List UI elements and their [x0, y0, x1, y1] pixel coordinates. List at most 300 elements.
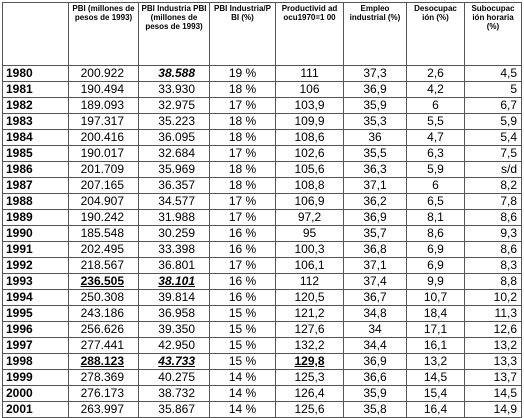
pbi-cell-value: 277.441: [80, 338, 124, 352]
pbi-cell: [69, 226, 139, 242]
empleo-cell-value: 34: [368, 322, 382, 336]
productividad-cell-value: 125,3: [294, 370, 325, 384]
pbi-cell-value: 185.548: [80, 226, 124, 240]
industria-ratio-cell: [210, 354, 276, 370]
subocupacion-cell-value: 14,9: [493, 402, 517, 416]
industria-ratio-cell: [210, 130, 276, 146]
pbi-industria-cell-value: 36.095: [158, 130, 195, 144]
productividad-cell-value: 132,2: [294, 338, 325, 352]
pbi-cell-value: 278.369: [80, 370, 124, 384]
desocupacion-cell-value: 6,3: [427, 146, 444, 160]
year-cell: [3, 82, 69, 98]
pbi-industria-cell: [139, 66, 210, 82]
year-cell-value: 2001: [6, 402, 33, 416]
empleo-cell-value: 35,5: [363, 146, 387, 160]
subocupacion-cell-value: 13,3: [493, 354, 517, 368]
desocupacion-cell-value: 17,1: [423, 322, 448, 336]
productividad-cell-value: 108,6: [294, 130, 325, 144]
header-empleo-industrial: Empleo industrial (%): [344, 3, 407, 66]
industria-ratio-cell-value: 15 %: [228, 322, 257, 336]
desocupacion-cell: [407, 226, 465, 242]
desocupacion-cell-value: 18,4: [423, 306, 448, 320]
subocupacion-cell: [465, 146, 522, 162]
desocupacion-cell: [407, 178, 465, 194]
desocupacion-cell-value: 4,2: [427, 82, 444, 96]
desocupacion-cell-value: 10,7: [423, 290, 448, 304]
desocupacion-cell: [407, 210, 465, 226]
year-cell-value: 1989: [6, 210, 33, 224]
header-subocupacion: Subocupac ión horaria (%): [465, 3, 522, 66]
pbi-cell: [69, 274, 139, 290]
desocupacion-cell: [407, 306, 465, 322]
empleo-cell: [344, 146, 407, 162]
subocupacion-cell: [465, 98, 522, 114]
desocupacion-cell: [407, 130, 465, 146]
year-cell-value: 1982: [6, 98, 33, 112]
productividad-cell: [276, 210, 344, 226]
pbi-cell: [69, 322, 139, 338]
pbi-industria-cell-value: 38.732: [158, 386, 195, 400]
productividad-cell: [276, 322, 344, 338]
industria-ratio-cell-value: 14 %: [228, 386, 257, 400]
pbi-industria-cell-value: 35.867: [158, 402, 195, 416]
pbi-industria-cell-value: 38.101: [158, 274, 195, 288]
year-cell-value: 1988: [6, 194, 33, 208]
table-row: [3, 114, 522, 130]
industria-ratio-cell: [210, 242, 276, 258]
productividad-cell: [276, 290, 344, 306]
industria-ratio-cell: [210, 386, 276, 402]
subocupacion-cell: [465, 402, 522, 418]
subocupacion-cell-value: 8,6: [500, 242, 517, 256]
economic-indicators-table: [2, 2, 522, 418]
productividad-cell-value: 102,6: [294, 146, 325, 160]
table-row: [3, 98, 522, 114]
subocupacion-cell-value: 13,7: [493, 370, 517, 384]
industria-ratio-cell-value: 17 %: [228, 146, 257, 160]
subocupacion-cell: [465, 82, 522, 98]
empleo-cell-value: 36,9: [363, 210, 387, 224]
year-cell-value: 1996: [6, 322, 33, 336]
table-row: [3, 210, 522, 226]
table-row: [3, 306, 522, 322]
pbi-industria-cell: [139, 306, 210, 322]
industria-ratio-cell-value: 19 %: [228, 66, 257, 80]
empleo-cell: [344, 386, 407, 402]
subocupacion-cell-value: 7,8: [500, 194, 517, 208]
desocupacion-cell: [407, 370, 465, 386]
pbi-cell: [69, 386, 139, 402]
subocupacion-cell: [465, 130, 522, 146]
empleo-cell-value: 36,7: [363, 290, 387, 304]
industria-ratio-cell-value: 15 %: [228, 354, 257, 368]
desocupacion-cell-value: 13,2: [423, 354, 448, 368]
desocupacion-cell-value: 5,9: [427, 162, 444, 176]
empleo-cell-value: 35,9: [363, 386, 387, 400]
desocupacion-cell: [407, 242, 465, 258]
industria-ratio-cell-value: 14 %: [228, 402, 257, 416]
year-cell-value: 1991: [6, 242, 33, 256]
productividad-cell: [276, 306, 344, 322]
pbi-cell: [69, 98, 139, 114]
pbi-industria-cell-value: 38.588: [158, 66, 195, 80]
subocupacion-cell: [465, 226, 522, 242]
pbi-industria-cell: [139, 130, 210, 146]
industria-ratio-cell: [210, 178, 276, 194]
subocupacion-cell-value: 8,2: [500, 178, 517, 192]
industria-ratio-cell-value: 15 %: [228, 306, 257, 320]
empleo-cell: [344, 274, 407, 290]
empleo-cell: [344, 402, 407, 418]
pbi-industria-cell-value: 39.814: [158, 290, 195, 304]
productividad-cell: [276, 130, 344, 146]
empleo-cell-value: 35,8: [363, 402, 387, 416]
year-cell-value: 1997: [6, 338, 33, 352]
year-cell-value: 1986: [6, 162, 33, 176]
table-row: [3, 386, 522, 402]
pbi-cell: [69, 338, 139, 354]
table-row: [3, 354, 522, 370]
pbi-industria-cell-value: 35.223: [158, 114, 195, 128]
year-cell-value: 1980: [6, 66, 33, 80]
subocupacion-cell-value: 13,2: [493, 338, 517, 352]
pbi-industria-cell: [139, 354, 210, 370]
pbi-industria-cell: [139, 290, 210, 306]
empleo-cell: [344, 162, 407, 178]
productividad-cell-value: 103,9: [294, 98, 325, 112]
pbi-cell-value: 200.416: [80, 130, 124, 144]
header-row: [3, 3, 522, 66]
subocupacion-cell-value: 6,7: [500, 98, 517, 112]
pbi-industria-cell: [139, 370, 210, 386]
empleo-cell-value: 36,6: [363, 370, 387, 384]
desocupacion-cell: [407, 258, 465, 274]
desocupacion-cell: [407, 66, 465, 82]
empleo-cell-value: 34,8: [363, 306, 387, 320]
industria-ratio-cell-value: 18 %: [228, 114, 257, 128]
productividad-cell-value: 100,3: [294, 242, 325, 256]
productividad-cell: [276, 146, 344, 162]
empleo-cell-value: 36,8: [363, 242, 387, 256]
year-cell-value: 1995: [6, 306, 33, 320]
industria-ratio-cell: [210, 66, 276, 82]
desocupacion-cell-value: 15,4: [423, 386, 448, 400]
pbi-cell-value: 204.907: [80, 194, 124, 208]
pbi-industria-cell-value: 34.577: [158, 194, 195, 208]
pbi-cell-value: 236.505: [80, 274, 124, 288]
subocupacion-cell-value: s/d: [500, 162, 517, 176]
pbi-industria-cell: [139, 178, 210, 194]
table-row: [3, 66, 522, 82]
table-row: [3, 82, 522, 98]
table-row: [3, 162, 522, 178]
pbi-cell-value: 202.495: [80, 242, 124, 256]
table-row: [3, 402, 522, 418]
table-row: [3, 130, 522, 146]
industria-ratio-cell: [210, 114, 276, 130]
pbi-cell: [69, 178, 139, 194]
industria-ratio-cell: [210, 322, 276, 338]
pbi-cell: [69, 162, 139, 178]
pbi-industria-cell-value: 39.350: [158, 322, 195, 336]
industria-ratio-cell-value: 18 %: [228, 82, 257, 96]
empleo-cell: [344, 370, 407, 386]
empleo-cell: [344, 338, 407, 354]
year-cell-value: 1985: [6, 146, 33, 160]
desocupacion-cell-value: 16,4: [423, 402, 448, 416]
pbi-cell-value: 190.494: [80, 82, 124, 96]
pbi-cell-value: 201.709: [80, 162, 124, 176]
year-cell-value: 1993: [6, 274, 33, 288]
pbi-industria-cell: [139, 338, 210, 354]
productividad-cell: [276, 98, 344, 114]
year-cell-value: 1994: [6, 290, 33, 304]
desocupacion-cell-value: 6,9: [427, 258, 444, 272]
year-cell: [3, 194, 69, 210]
pbi-cell-value: 288.123: [80, 354, 124, 368]
desocupacion-cell-value: 16,1: [423, 338, 448, 352]
productividad-cell-value: 106,9: [294, 194, 325, 208]
productividad-cell-value: 127,6: [294, 322, 325, 336]
industria-ratio-cell-value: 17 %: [228, 210, 257, 224]
industria-ratio-cell-value: 18 %: [228, 162, 257, 176]
subocupacion-cell-value: 5: [510, 82, 517, 96]
pbi-industria-cell: [139, 274, 210, 290]
empleo-cell: [344, 258, 407, 274]
subocupacion-cell-value: 9,3: [500, 226, 517, 240]
industria-ratio-cell: [210, 258, 276, 274]
industria-ratio-cell-value: 17 %: [228, 98, 257, 112]
pbi-industria-cell: [139, 402, 210, 418]
subocupacion-cell: [465, 66, 522, 82]
year-cell-value: 1998: [6, 354, 33, 368]
industria-ratio-cell-value: 16 %: [228, 274, 257, 288]
header-pbi-industria: PBI Industria PBI (millones de pesos de 1993): [139, 3, 210, 66]
pbi-industria-cell-value: 36.958: [158, 306, 195, 320]
pbi-industria-cell-value: 30.259: [158, 226, 195, 240]
desocupacion-cell-value: 6: [432, 178, 439, 192]
empleo-cell: [344, 178, 407, 194]
table-row: [3, 322, 522, 338]
desocupacion-cell: [407, 162, 465, 178]
pbi-industria-cell-value: 42.950: [158, 338, 195, 352]
pbi-industria-cell-value: 33.930: [158, 82, 195, 96]
empleo-cell: [344, 98, 407, 114]
pbi-industria-cell-value: 31.988: [158, 210, 195, 224]
empleo-cell: [344, 194, 407, 210]
year-cell-value: 2000: [6, 386, 33, 400]
empleo-cell: [344, 354, 407, 370]
pbi-industria-cell-value: 36.357: [158, 178, 195, 192]
subocupacion-cell: [465, 274, 522, 290]
desocupacion-cell-value: 9,9: [427, 274, 444, 288]
empleo-cell-value: 37,1: [363, 178, 387, 192]
productividad-cell: [276, 162, 344, 178]
pbi-industria-cell: [139, 114, 210, 130]
productividad-cell: [276, 386, 344, 402]
productividad-cell: [276, 66, 344, 82]
productividad-cell-value: 106: [299, 82, 320, 96]
subocupacion-cell: [465, 258, 522, 274]
year-cell: [3, 130, 69, 146]
industria-ratio-cell: [210, 370, 276, 386]
desocupacion-cell-value: 6,5: [427, 194, 444, 208]
desocupacion-cell: [407, 194, 465, 210]
desocupacion-cell: [407, 98, 465, 114]
year-cell-value: 1987: [6, 178, 33, 192]
pbi-industria-cell-value: 36.801: [158, 258, 195, 272]
year-cell: [3, 114, 69, 130]
pbi-cell: [69, 354, 139, 370]
productividad-cell: [276, 258, 344, 274]
subocupacion-cell-value: 5,9: [500, 114, 517, 128]
header-productividad: Productivid ad ocu1970=1 00: [276, 3, 344, 66]
year-cell: [3, 210, 69, 226]
year-cell: [3, 322, 69, 338]
year-cell-value: 1990: [6, 226, 33, 240]
year-cell-value: 1983: [6, 114, 33, 128]
header-year: [3, 3, 69, 66]
empleo-cell: [344, 210, 407, 226]
year-cell-value: 1984: [6, 130, 33, 144]
desocupacion-cell-value: 6,9: [427, 242, 444, 256]
year-cell: [3, 226, 69, 242]
desocupacion-cell: [407, 322, 465, 338]
industria-ratio-cell: [210, 146, 276, 162]
pbi-cell-value: 197.317: [80, 114, 124, 128]
subocupacion-cell: [465, 290, 522, 306]
productividad-cell-value: 111: [300, 66, 319, 80]
desocupacion-cell: [407, 146, 465, 162]
desocupacion-cell-value: 4,7: [427, 130, 444, 144]
industria-ratio-cell: [210, 210, 276, 226]
productividad-cell: [276, 226, 344, 242]
industria-ratio-cell: [210, 274, 276, 290]
productividad-cell-value: 126,4: [294, 386, 325, 400]
productividad-cell: [276, 82, 344, 98]
productividad-cell: [276, 242, 344, 258]
pbi-cell: [69, 210, 139, 226]
year-cell: [3, 258, 69, 274]
empleo-cell: [344, 306, 407, 322]
header-pbi: PBI (millones de pesos de 1993): [69, 3, 139, 66]
industria-ratio-cell-value: 16 %: [228, 242, 257, 256]
industria-ratio-cell-value: 16 %: [228, 290, 257, 304]
pbi-cell-value: 207.165: [80, 178, 124, 192]
productividad-cell: [276, 338, 344, 354]
industria-ratio-cell-value: 18 %: [228, 130, 257, 144]
table-row: [3, 274, 522, 290]
empleo-cell-value: 37,4: [363, 274, 387, 288]
pbi-industria-cell: [139, 258, 210, 274]
table-body: [3, 66, 522, 418]
subocupacion-cell-value: 10,2: [493, 290, 517, 304]
pbi-cell: [69, 258, 139, 274]
pbi-cell: [69, 114, 139, 130]
pbi-industria-cell: [139, 146, 210, 162]
pbi-cell: [69, 66, 139, 82]
header-desocupacion: Desocupac ión (%): [407, 3, 465, 66]
subocupacion-cell: [465, 322, 522, 338]
pbi-industria-cell-value: 40.275: [158, 370, 195, 384]
industria-ratio-cell-value: 16 %: [228, 226, 257, 240]
productividad-cell: [276, 370, 344, 386]
pbi-cell-value: 218.567: [80, 258, 124, 272]
productividad-cell: [276, 354, 344, 370]
desocupacion-cell: [407, 354, 465, 370]
empleo-cell-value: 36,9: [363, 354, 387, 368]
year-cell-value: 1981: [6, 82, 33, 96]
pbi-cell-value: 243.186: [80, 306, 124, 320]
pbi-cell-value: 256.626: [80, 322, 124, 336]
subocupacion-cell-value: 4,5: [500, 66, 517, 80]
pbi-industria-cell: [139, 226, 210, 242]
empleo-cell-value: 35,7: [363, 226, 387, 240]
pbi-cell: [69, 306, 139, 322]
table-row: [3, 242, 522, 258]
table-row: [3, 370, 522, 386]
pbi-cell-value: 190.017: [80, 146, 124, 160]
desocupacion-cell: [407, 114, 465, 130]
productividad-cell-value: 105,6: [294, 162, 325, 176]
industria-ratio-cell: [210, 82, 276, 98]
pbi-industria-cell: [139, 162, 210, 178]
year-cell: [3, 354, 69, 370]
industria-ratio-cell: [210, 338, 276, 354]
subocupacion-cell-value: 7,5: [500, 146, 517, 160]
productividad-cell-value: 120,5: [294, 290, 325, 304]
subocupacion-cell: [465, 370, 522, 386]
table-row: [3, 226, 522, 242]
subocupacion-cell: [465, 306, 522, 322]
empleo-cell: [344, 114, 407, 130]
industria-ratio-cell: [210, 162, 276, 178]
desocupacion-cell-value: 6: [432, 98, 439, 112]
empleo-cell: [344, 226, 407, 242]
productividad-cell: [276, 402, 344, 418]
table-row: [3, 258, 522, 274]
pbi-cell-value: 276.173: [80, 386, 124, 400]
empleo-cell: [344, 290, 407, 306]
year-cell: [3, 306, 69, 322]
table-row: [3, 146, 522, 162]
table-row: [3, 290, 522, 306]
subocupacion-cell: [465, 354, 522, 370]
desocupacion-cell-value: 14,5: [423, 370, 448, 384]
year-cell-value: 1999: [6, 370, 33, 384]
pbi-cell: [69, 402, 139, 418]
productividad-cell: [276, 114, 344, 130]
empleo-cell: [344, 82, 407, 98]
year-cell: [3, 146, 69, 162]
industria-ratio-cell: [210, 306, 276, 322]
desocupacion-cell-value: 8,6: [427, 226, 444, 240]
year-cell: [3, 338, 69, 354]
productividad-cell: [276, 178, 344, 194]
industria-ratio-cell-value: 18 %: [228, 178, 257, 192]
desocupacion-cell: [407, 274, 465, 290]
subocupacion-cell: [465, 242, 522, 258]
productividad-cell-value: 95: [302, 226, 317, 240]
year-cell: [3, 274, 69, 290]
pbi-industria-cell: [139, 386, 210, 402]
industria-ratio-cell-value: 15 %: [228, 338, 257, 352]
pbi-industria-cell: [139, 82, 210, 98]
table-row: [3, 338, 522, 354]
year-cell: [3, 162, 69, 178]
subocupacion-cell: [465, 210, 522, 226]
empleo-cell-value: 37,1: [363, 258, 387, 272]
